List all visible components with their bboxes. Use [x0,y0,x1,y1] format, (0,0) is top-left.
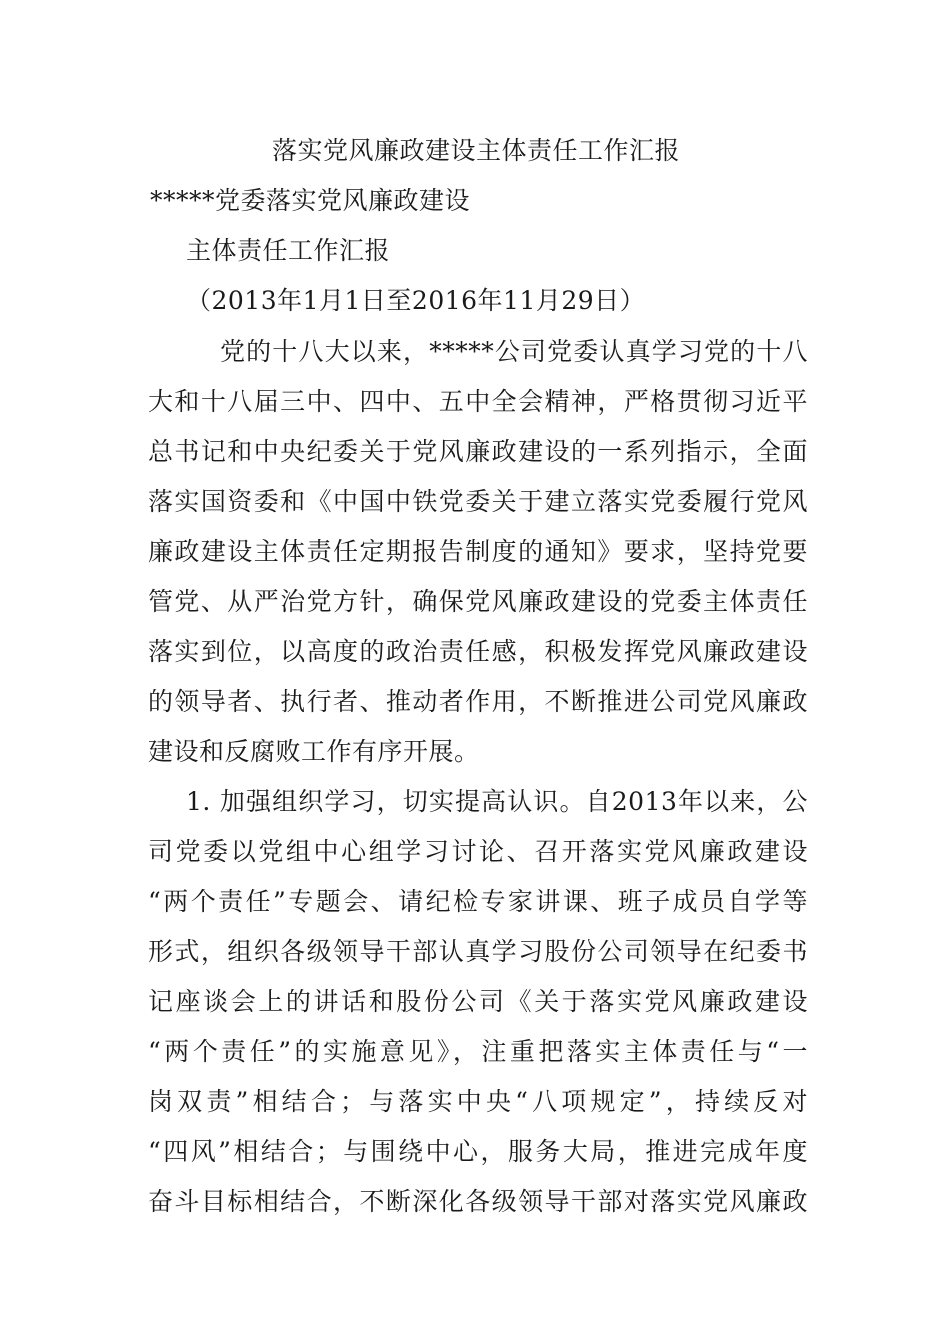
paragraph-1-line: 党的十八大以来，*****公司党委认真学习党的十八 [220,337,808,366]
document-title: 落实党风廉政建设主体责任工作汇报 [272,136,681,165]
subtitle-line-1: *****党委落实党风廉政建设 [150,186,471,215]
paragraph-1-line: 的领导者、执行者、推动者作用，不断推进公司党风廉政 [148,687,808,716]
date-range: （2013年1月1日至2016年11月29日） [186,286,646,315]
paragraph-1-line: 建设和反腐败工作有序开展。 [148,737,480,766]
paragraph-1-line: 落实国资委和《中国中铁党委关于建立落实党委履行党风 [148,487,808,516]
paragraph-2-line: 形式，组织各级领导干部认真学习股份公司领导在纪委书 [148,937,808,966]
paragraph-1-line: 大和十八届三中、四中、五中全会精神，严格贯彻习近平 [148,387,808,416]
paragraph-2-line: 记座谈会上的讲话和股份公司《关于落实党风廉政建设 [148,987,808,1016]
paragraph-2-line: 司党委以党组中心组学习讨论、召开落实党风廉政建设 [148,837,808,866]
paragraph-2-line: “两个责任”专题会、请纪检专家讲课、班子成员自学等 [148,887,808,916]
paragraph-2-line: “两个责任”的实施意见》，注重把落实主体责任与“一 [148,1037,808,1066]
paragraph-1-line: 落实到位，以高度的政治责任感，积极发挥党风廉政建设 [148,637,808,666]
paragraph-2-line: 奋斗目标相结合，不断深化各级领导干部对落实党风廉政 [148,1187,808,1216]
paragraph-1-line: 管党、从严治党方针，确保党风廉政建设的党委主体责任 [148,587,808,616]
paragraph-1-line: 廉政建设主体责任定期报告制度的通知》要求，坚持党要 [148,537,808,566]
subtitle-line-2: 主体责任工作汇报 [186,236,391,265]
paragraph-2-line: 岗双责”相结合；与落实中央“八项规定”，持续反对 [148,1087,808,1116]
paragraph-2-line: 1. 加强组织学习，切实提高认识。自2013年以来，公 [186,787,808,816]
paragraph-1-line: 总书记和中央纪委关于党风廉政建设的一系列指示，全面 [148,437,808,466]
paragraph-2-line: “四风”相结合；与围绕中心，服务大局，推进完成年度 [148,1137,808,1166]
